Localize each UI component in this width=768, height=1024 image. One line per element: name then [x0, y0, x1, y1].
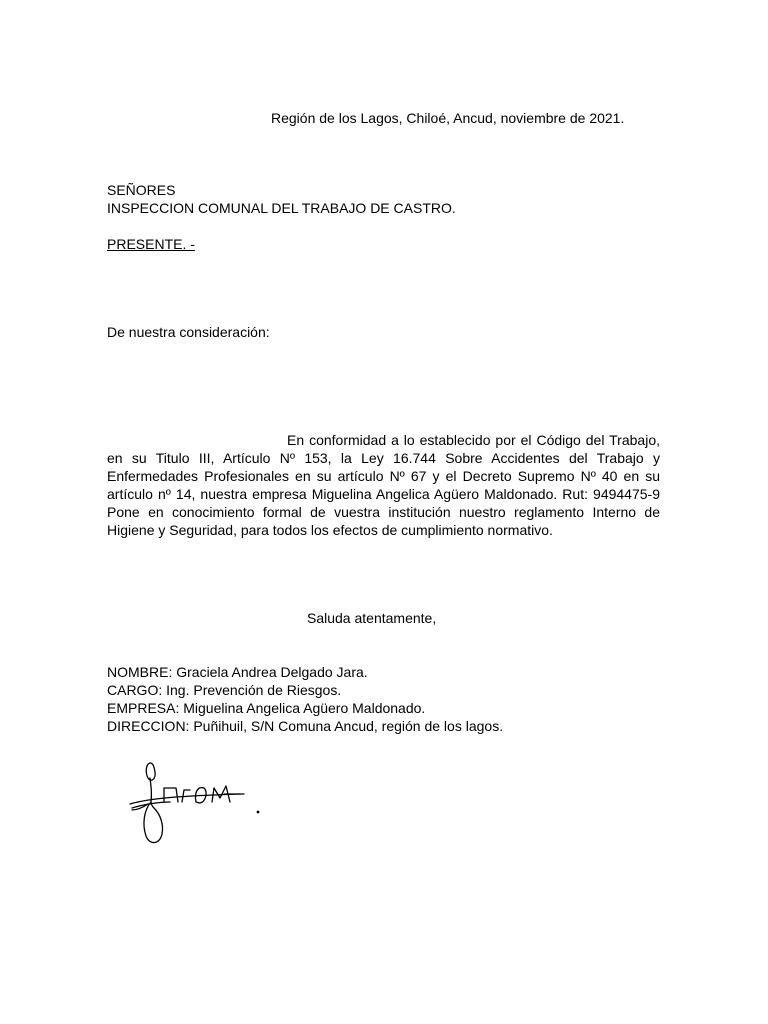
closing-line: Saluda atentamente, [307, 610, 437, 626]
body-paragraph [107, 431, 660, 539]
signer-company: EMPRESA: Miguelina Angelica Agüero Maldonado. [107, 700, 426, 716]
recipient-institution: INSPECCION COMUNAL DEL TRABAJO DE CASTRO. [107, 200, 456, 216]
signer-name: NOMBRE: Graciela Andrea Delgado Jara. [107, 664, 368, 680]
presente-line: PRESENTE. - [107, 236, 195, 252]
signer-role: CARGO: Ing. Prevención de Riesgos. [107, 682, 342, 698]
handwritten-signature-icon [120, 758, 270, 850]
greeting-line: De nuestra consideración: [107, 324, 270, 340]
signer-address: DIRECCION: Puñihuil, S/N Comuna Ancud, región de los lagos. [107, 718, 504, 734]
place-date-line: Región de los Lagos, Chiloé, Ancud, noviembre de 2021. [271, 110, 625, 126]
recipient-salutation: SEÑORES [107, 182, 176, 198]
body-paragraph-text: En conformidad a lo establecido por el Código del Trabajo, en su Titulo III, Artículo Nº 153, la Ley 16.744 Sobre Accidentes del Trabajo y Enfermedades Profesionales en su artículo Nº 67 y el Decreto Supremo Nº 40 en su artículo nº 14, nuestra empresa Miguelina Angelica Agüero Maldonado. Rut: 9494475-9 Pone en conocimiento formal de vuestra institución nuestro reglamento Interno de Higiene y Seguridad, para todos los efectos de cumplimiento normativo. [107, 432, 660, 538]
